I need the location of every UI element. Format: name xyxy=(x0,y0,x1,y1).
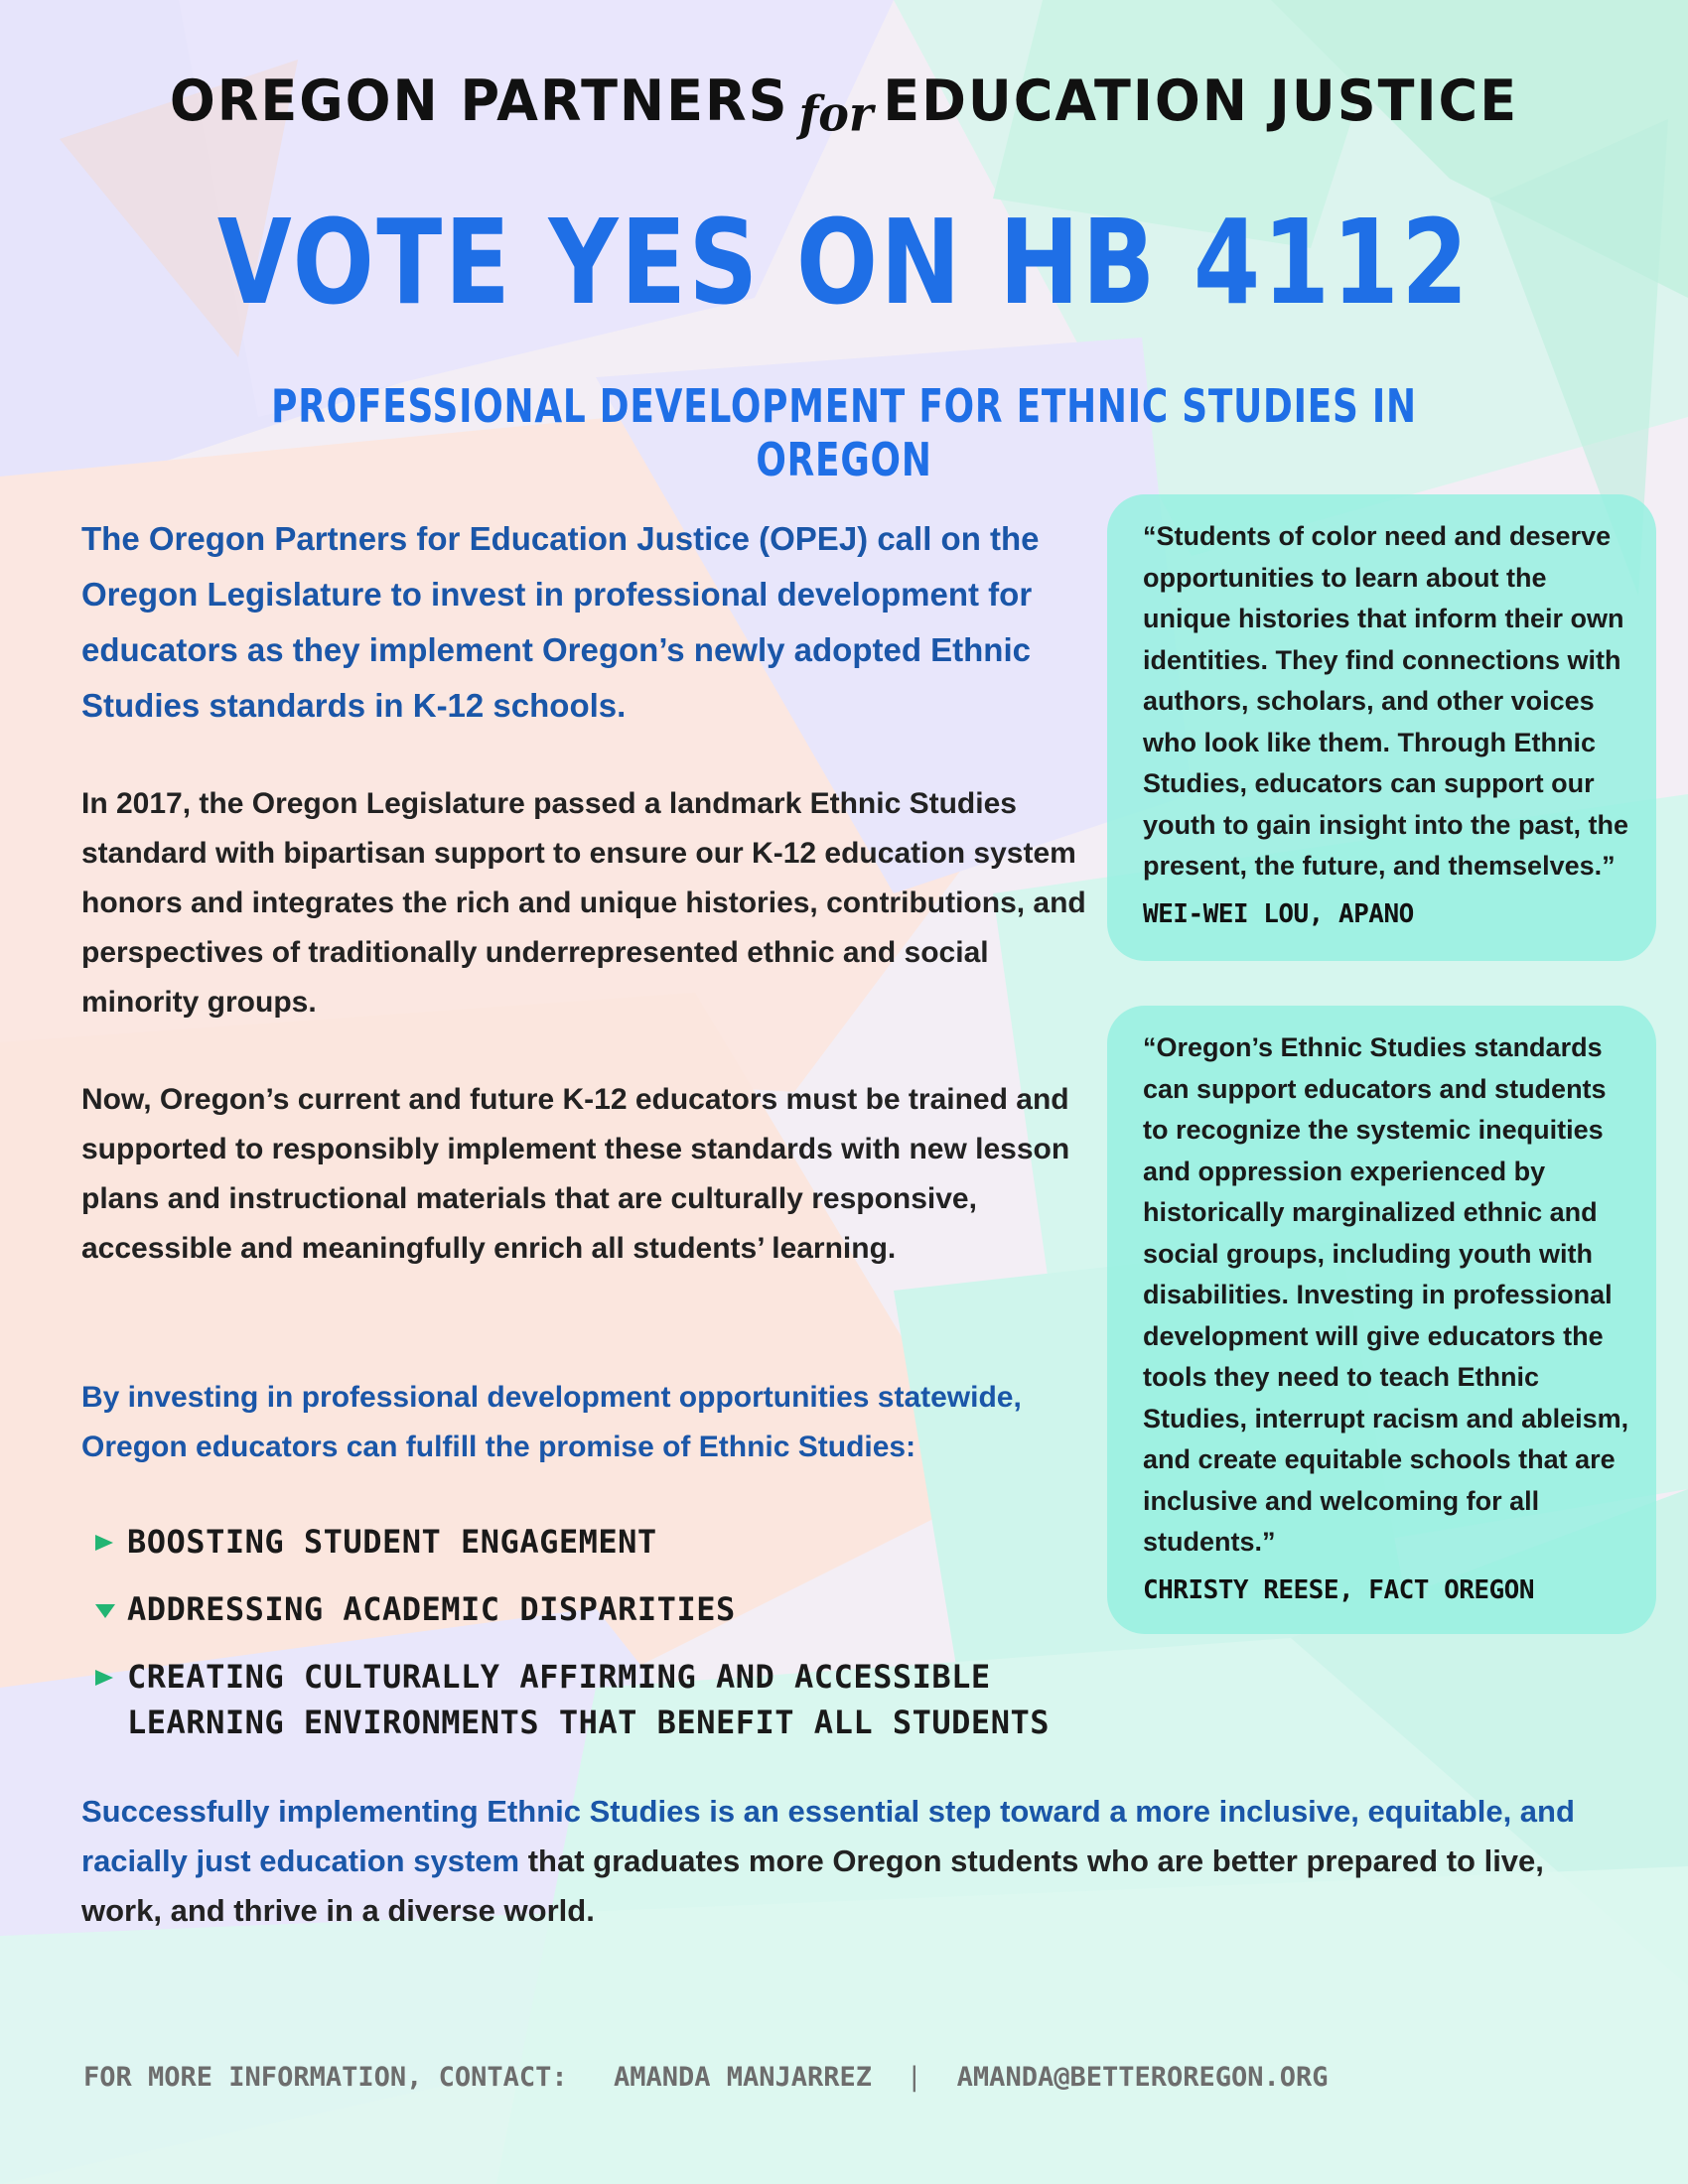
list-item xyxy=(95,1654,1068,1745)
organization-title xyxy=(0,68,1688,142)
intro-paragraph: The Oregon Partners for Education Justice (OPEJ) call on the Oregon Legislature to invest in professional development for educators as they implement Oregon’s newly adopted Ethnic Studies standards in K-12 schools. xyxy=(81,520,1040,724)
closing-paragraph xyxy=(81,1787,1630,1936)
quote-text: “Students of color need and deserve opportunities to learn about the unique histories that inform their own identities. They find connections with authors, scholars, and other voices who look like them. Through Ethnic Studies, educators can support our youth to gain insight into the past, the present, the future, and themselves.” xyxy=(1143,521,1628,881)
headline: VOTE YES ON HB 4112 xyxy=(216,194,1472,331)
bullet-text: CREATING CULTURALLY AFFIRMING AND ACCESSIBLE LEARNING ENVIRONMENTS THAT BENEFIT ALL STUDENTS xyxy=(127,1658,1050,1741)
org-title-part1: OREGON PARTNERS xyxy=(169,68,789,134)
quote-box-reese xyxy=(1107,1006,1656,1634)
quote-box-lou xyxy=(1107,494,1656,961)
contact-name: AMANDA MANJARREZ xyxy=(613,2062,873,2093)
list-item xyxy=(95,1586,1068,1632)
list-item xyxy=(95,1519,1068,1565)
footer-separator: | xyxy=(910,2062,919,2093)
org-title-part2: EDUCATION JUSTICE xyxy=(883,68,1519,134)
closing-rest: that graduates more Oregon students who are better prepared to live, work, and thrive in a diverse world. xyxy=(81,1843,1544,1928)
quote-attribution: CHRISTY REESE, FACT OREGON xyxy=(1143,1574,1534,1605)
bullet-triangle-icon xyxy=(95,1670,113,1686)
quote-text: “Oregon’s Ethnic Studies standards can support educators and students to recognize the systemic inequities and oppression experienced by historically marginalized ethnic and social groups, including youth with disabilities. Investing in professional development will give educators the tools they need to teach Ethnic Studies, interrupt racism and ableism, and create equitable schools that are inclusive and welcoming for all students.” xyxy=(1143,1032,1629,1557)
bullet-text: BOOSTING STUDENT ENGAGEMENT xyxy=(127,1523,657,1561)
subheadline: PROFESSIONAL DEVELOPMENT FOR ETHNIC STUDIES IN OREGON xyxy=(271,379,1417,486)
paragraph-investing: By investing in professional development opportunities statewide, Oregon educators can fulfill the promise of Ethnic Studies: xyxy=(81,1381,1022,1463)
paragraph-history: In 2017, the Oregon Legislature passed a landmark Ethnic Studies standard with bipartisan support to ensure our K-12 education system honors and integrates the rich and unique histories, contributions, and perspectives of traditionally underrepresented ethnic and social minority groups. xyxy=(81,787,1086,1019)
benefits-list xyxy=(95,1519,1068,1767)
org-title-for: for xyxy=(798,85,874,142)
bullet-triangle-icon xyxy=(95,1535,113,1551)
bullet-triangle-icon xyxy=(95,1604,115,1618)
quote-attribution: WEI-WEI LOU, APANO xyxy=(1143,898,1414,929)
closing-highlight: Successfully implementing Ethnic Studies is an essential step toward a more inclusive, equitable, and racially just education system xyxy=(81,1794,1575,1878)
contact-email[interactable]: AMANDA@BETTEROREGON.ORG xyxy=(956,2062,1329,2093)
paragraph-training: Now, Oregon’s current and future K-12 educators must be trained and supported to responsibly implement these standards with new lesson plans and instructional materials that are culturally responsive, accessible and meaningfully enrich all students’ learning. xyxy=(81,1083,1070,1265)
footer-contact xyxy=(83,2062,1613,2093)
footer-label: FOR MORE INFORMATION, CONTACT: xyxy=(83,2062,568,2093)
bullet-text: ADDRESSING ACADEMIC DISPARITIES xyxy=(127,1590,736,1628)
